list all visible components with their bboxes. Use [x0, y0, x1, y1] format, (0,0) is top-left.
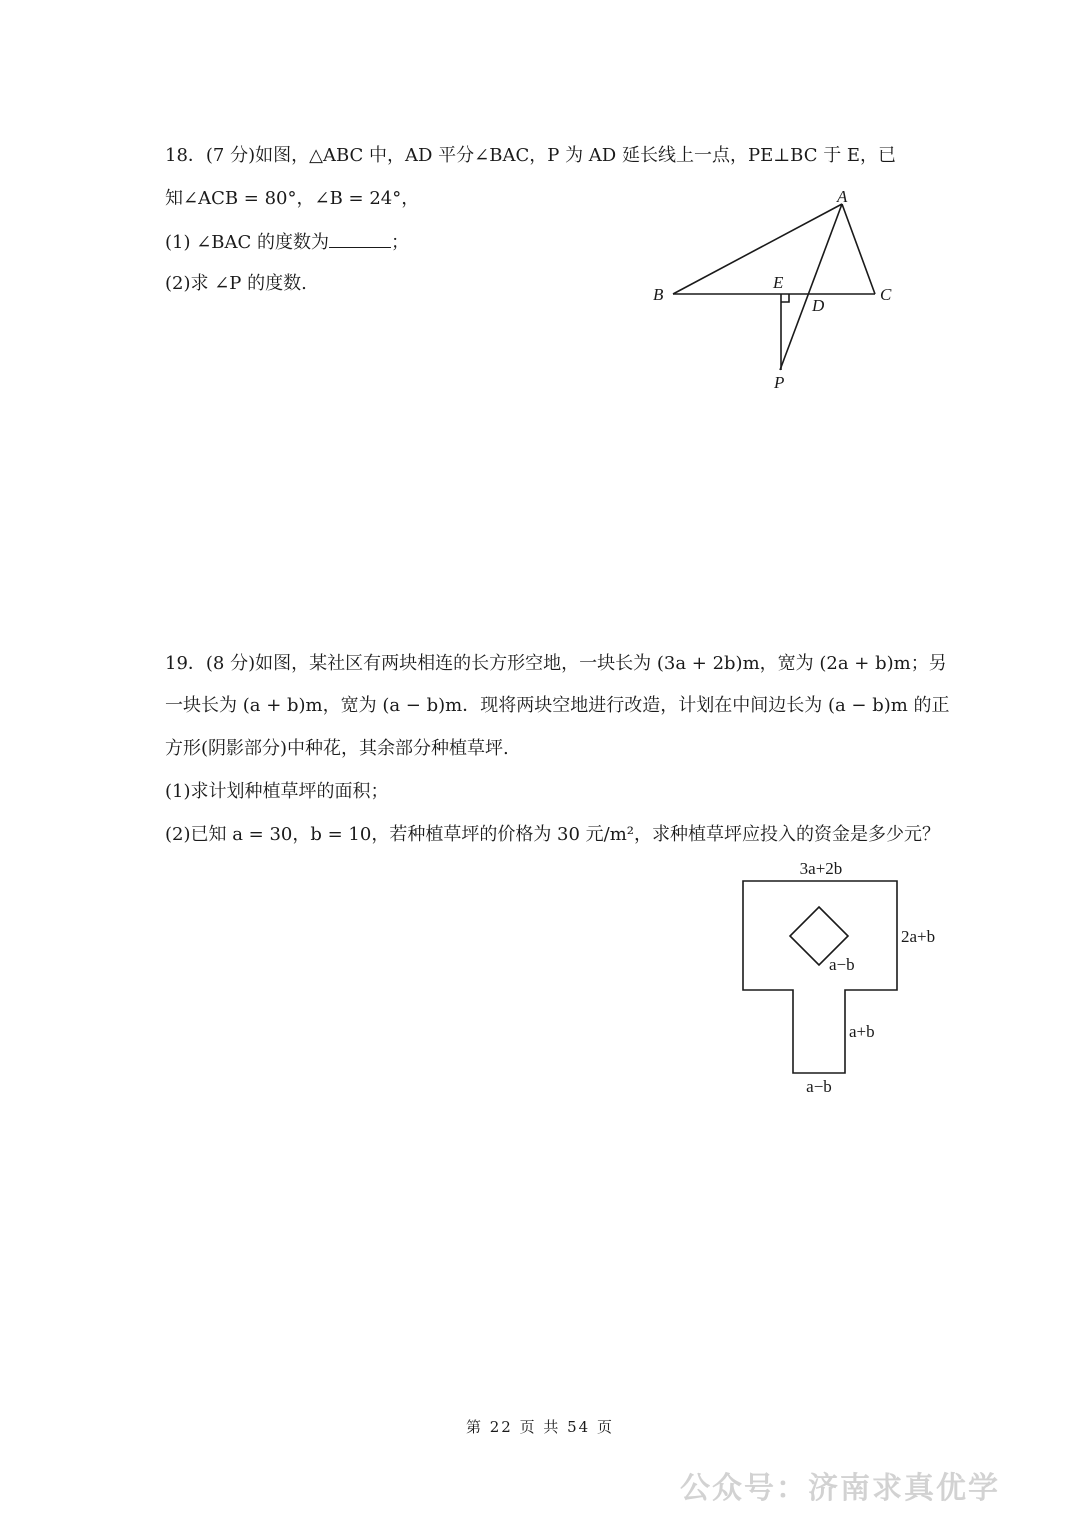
label-C: C [880, 285, 892, 304]
segment-AC [842, 204, 875, 294]
label-E: E [773, 273, 784, 292]
label-A: A [837, 187, 848, 206]
q18-triangle-figure [640, 180, 910, 395]
label-square-side: a−b [829, 955, 855, 974]
right-angle-mark [781, 294, 789, 302]
q19-line-3: 方形(阴影部分)中种花，其余部分种植草坪. [165, 738, 509, 759]
q18-part-1-text: (1) ∠BAC 的度数为 [165, 232, 330, 253]
label-stem-width: a−b [806, 1077, 832, 1096]
label-right-width: 2a+b [901, 927, 936, 946]
watermark: 公众号：济南求真优学 [680, 1471, 1000, 1506]
q18-line-2: 知∠ACB = 80°，∠B = 24°， [165, 188, 420, 209]
q18-part-1-suffix: ； [391, 232, 410, 253]
q18-line-1: 18．(7 分)如图，△ABC 中，AD 平分∠BAC，P 为 AD 延长线上一点，PE⊥BC 于 E，已 [165, 145, 897, 166]
land-outline [743, 881, 897, 1073]
q19-line-1: 19．(8 分)如图，某社区有两块相连的长方形空地，一块长为 (3a + 2b)m，宽为 (2a + b)m；另 [165, 653, 947, 674]
q18-part-2: (2)求 ∠P 的度数. [165, 273, 307, 294]
segment-AP [780, 204, 842, 370]
q18-part-1 [165, 229, 409, 256]
answer-blank[interactable] [329, 229, 391, 248]
q19-line-2: 一块长为 (a + b)m，宽为 (a − b)m．现将两块空地进行改造，计划在中间边长为 (a − b)m 的正 [165, 695, 950, 716]
q19-part-1: (1)求计划种植草坪的面积； [165, 781, 389, 802]
q19-part-2: (2)已知 a = 30，b = 10，若种植草坪的价格为 30 元/m²，求种植草坪应投入的资金是多少元？ [165, 824, 941, 845]
label-B: B [653, 285, 664, 304]
segment-AB [673, 204, 842, 294]
q19-land-figure [735, 852, 960, 1102]
page-number: 第 22 页 共 54 页 [465, 1418, 614, 1436]
label-stem-length: a+b [849, 1022, 875, 1041]
label-D: D [812, 296, 825, 315]
label-top-length: 3a+2b [799, 859, 843, 878]
label-P: P [774, 373, 785, 392]
